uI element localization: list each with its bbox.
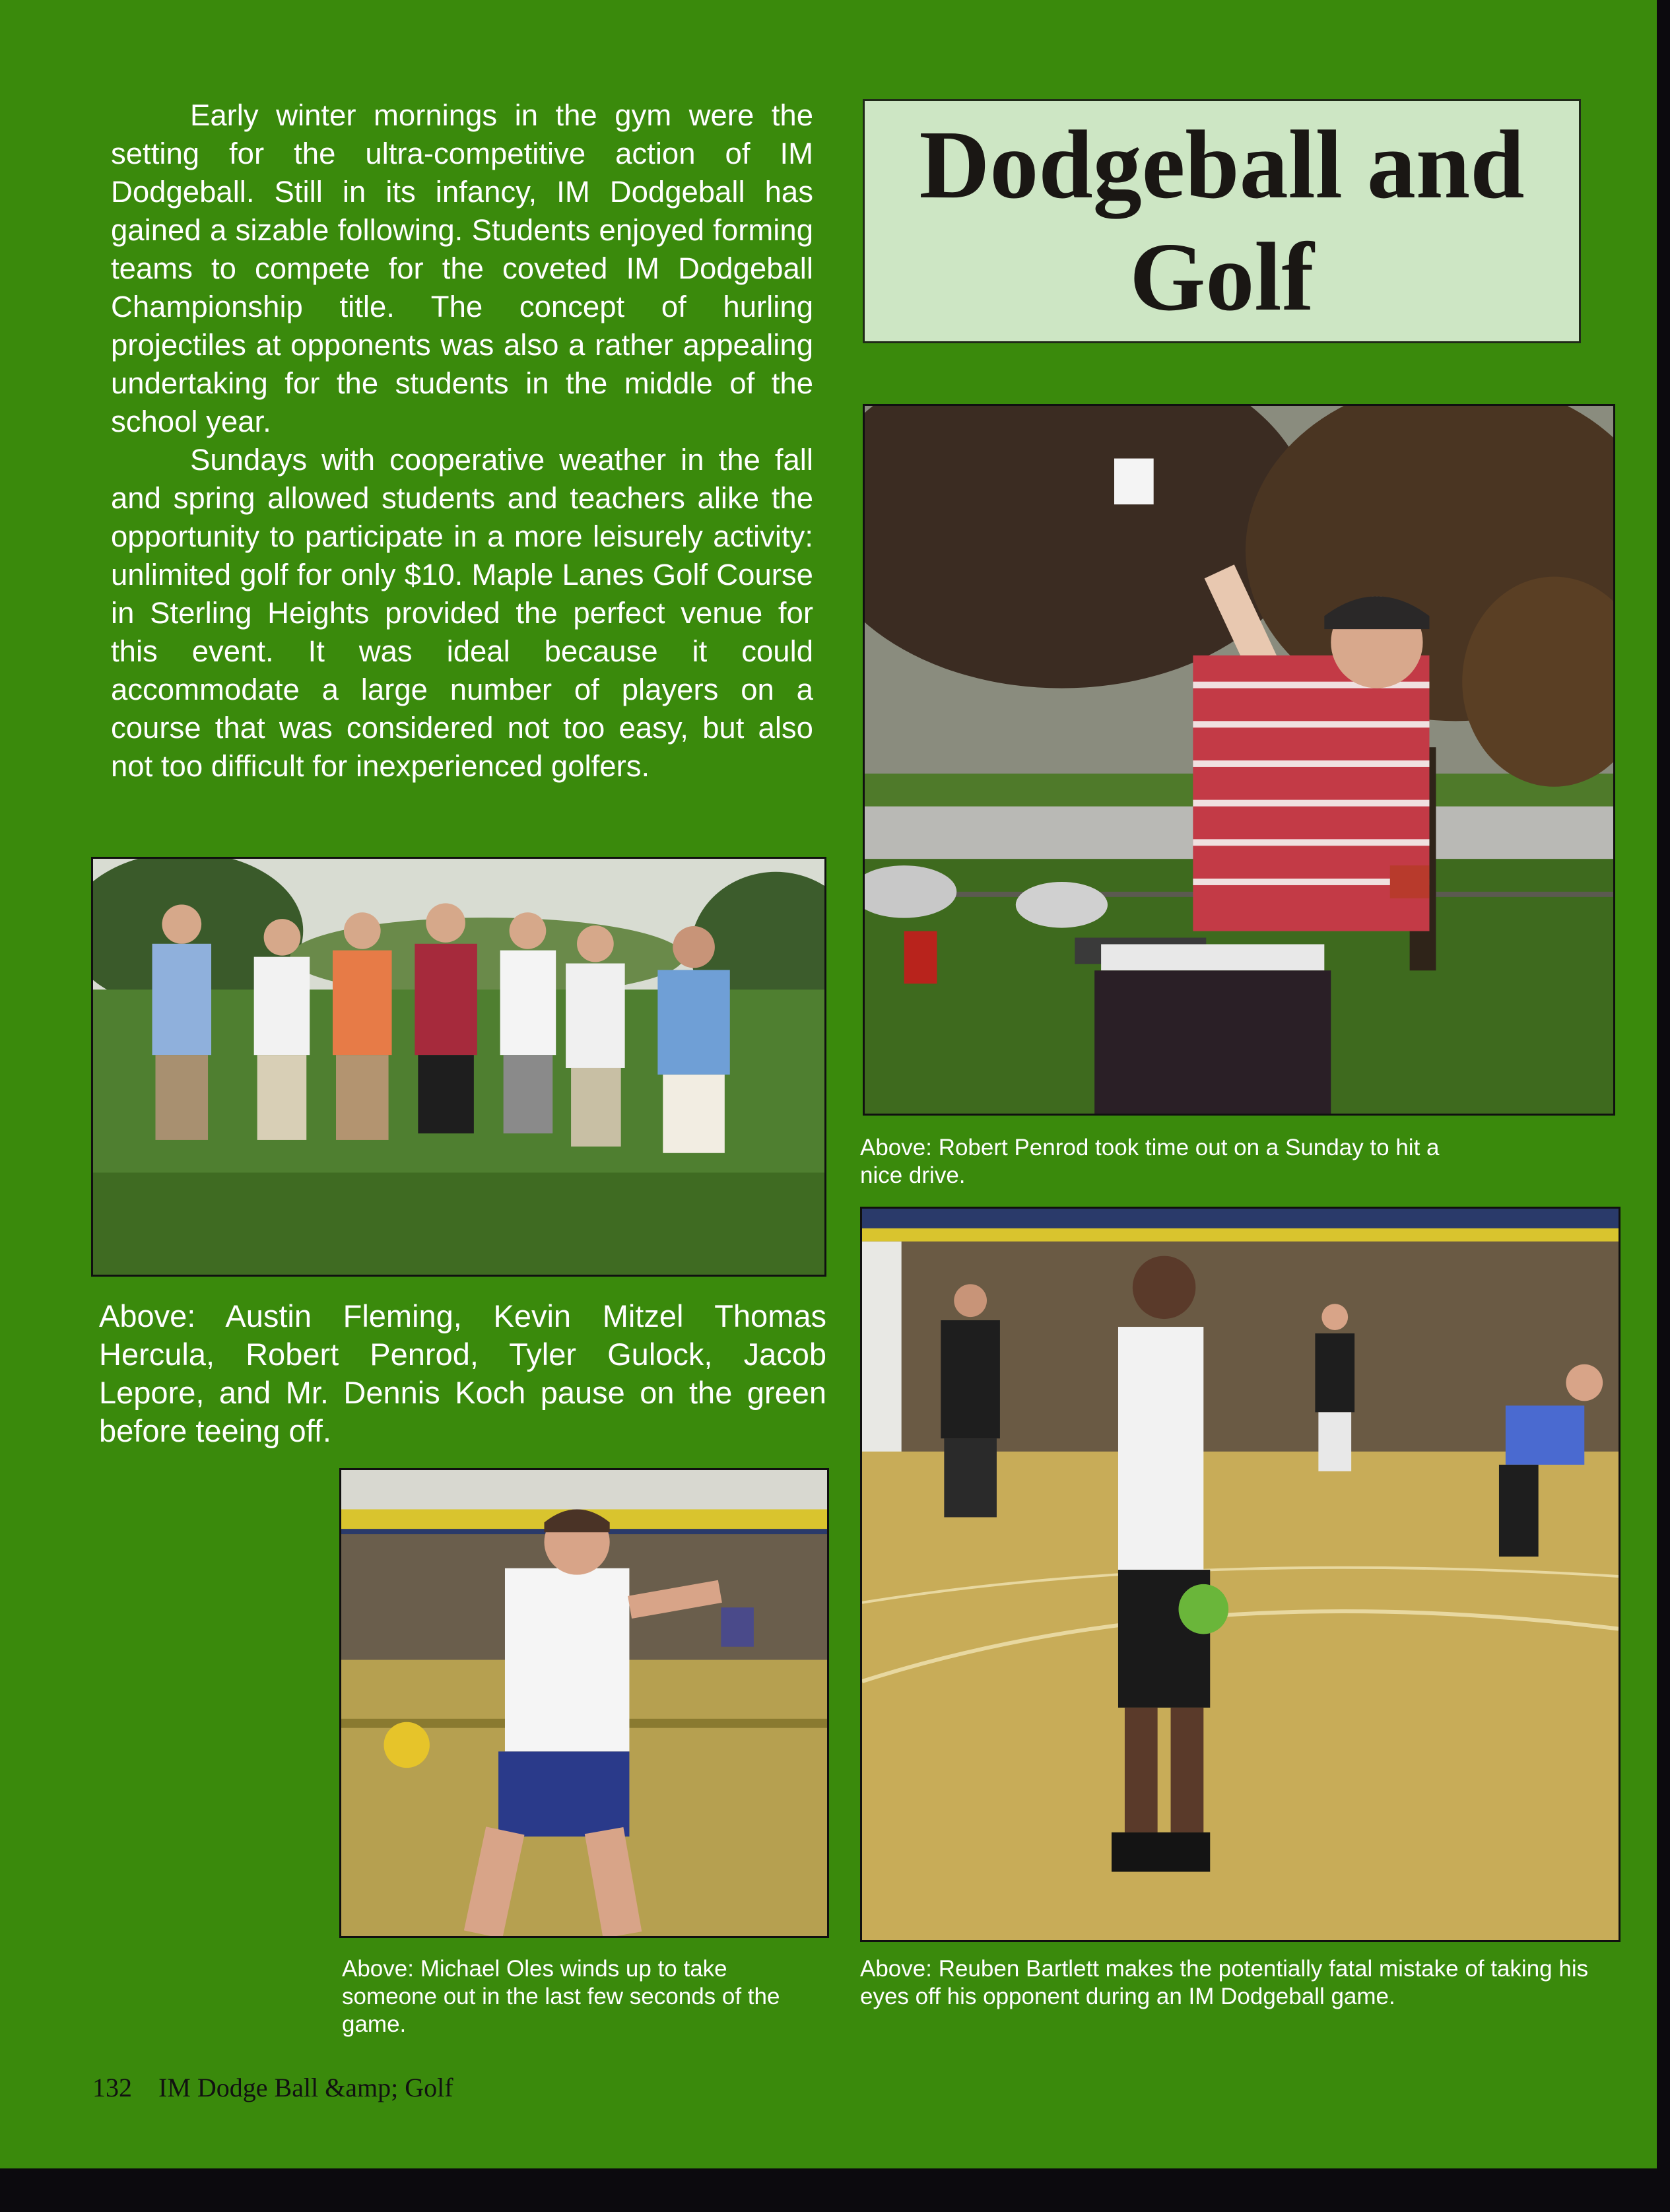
- page-title: [919, 109, 1524, 333]
- title-line-2: Golf: [1129, 223, 1314, 331]
- group-photo: [91, 857, 826, 1277]
- thrower-photo-image: [341, 1470, 827, 1936]
- page-footer: [92, 2071, 480, 2104]
- reuben-photo-image: [862, 1209, 1619, 1940]
- thrower-caption: Above: Michael Oles winds up to take someone out in the last few seconds of the game.: [342, 1956, 780, 2037]
- thrower-photo: [339, 1468, 829, 1938]
- body-paragraph-1: Early winter mornings in the gym were the setting for the ultra-competitive action of IM Dodgeball. Still in its infancy, IM Dodgeball has gained a sizable following. Students enjoyed forming teams to compete for the coveted IM Dodgeball Championship title. The concept of hurling projectiles at opponents was also a rather appealing undertaking for the students in the middle of the school year.: [111, 98, 813, 438]
- golfer-caption: Above: Robert Penrod took time out on a Sunday to hit a nice drive.: [860, 1135, 1440, 1188]
- golfer-photo: [863, 404, 1615, 1116]
- reuben-caption: Above: Reuben Bartlett makes the potentially fatal mistake of taking his eyes off his opponent during an IM Dodgeball game.: [860, 1956, 1589, 2009]
- group-photo-image: [93, 859, 824, 1275]
- section-name: IM Dodge Ball &amp; Golf: [158, 2073, 453, 2102]
- page-number: 132: [92, 2073, 132, 2102]
- reuben-photo: [860, 1207, 1620, 1942]
- body-text: [111, 96, 813, 786]
- body-paragraph-2: Sundays with cooperative weather in the fall and spring allowed students and teachers alike the opportunity to participate in a more leisurely activity: unlimited golf for only $10. Maple Lanes Golf Course in Sterling Heights provided the perfect venue for this event. It was ideal because it could accommodate a large number of players on a course that was considered not too easy, but also not too difficult for inexperienced golfers.: [111, 443, 813, 783]
- golfer-photo-image: [865, 406, 1613, 1114]
- group-caption: Above: Austin Fleming, Kevin Mitzel Thomas Hercula, Robert Penrod, Tyler Gulock, Jacob Lepore, and Mr. Dennis Koch pause on the green before teeing off.: [99, 1298, 826, 1448]
- title-line-1: Dodgeball and: [919, 111, 1525, 219]
- title-box: [863, 99, 1581, 343]
